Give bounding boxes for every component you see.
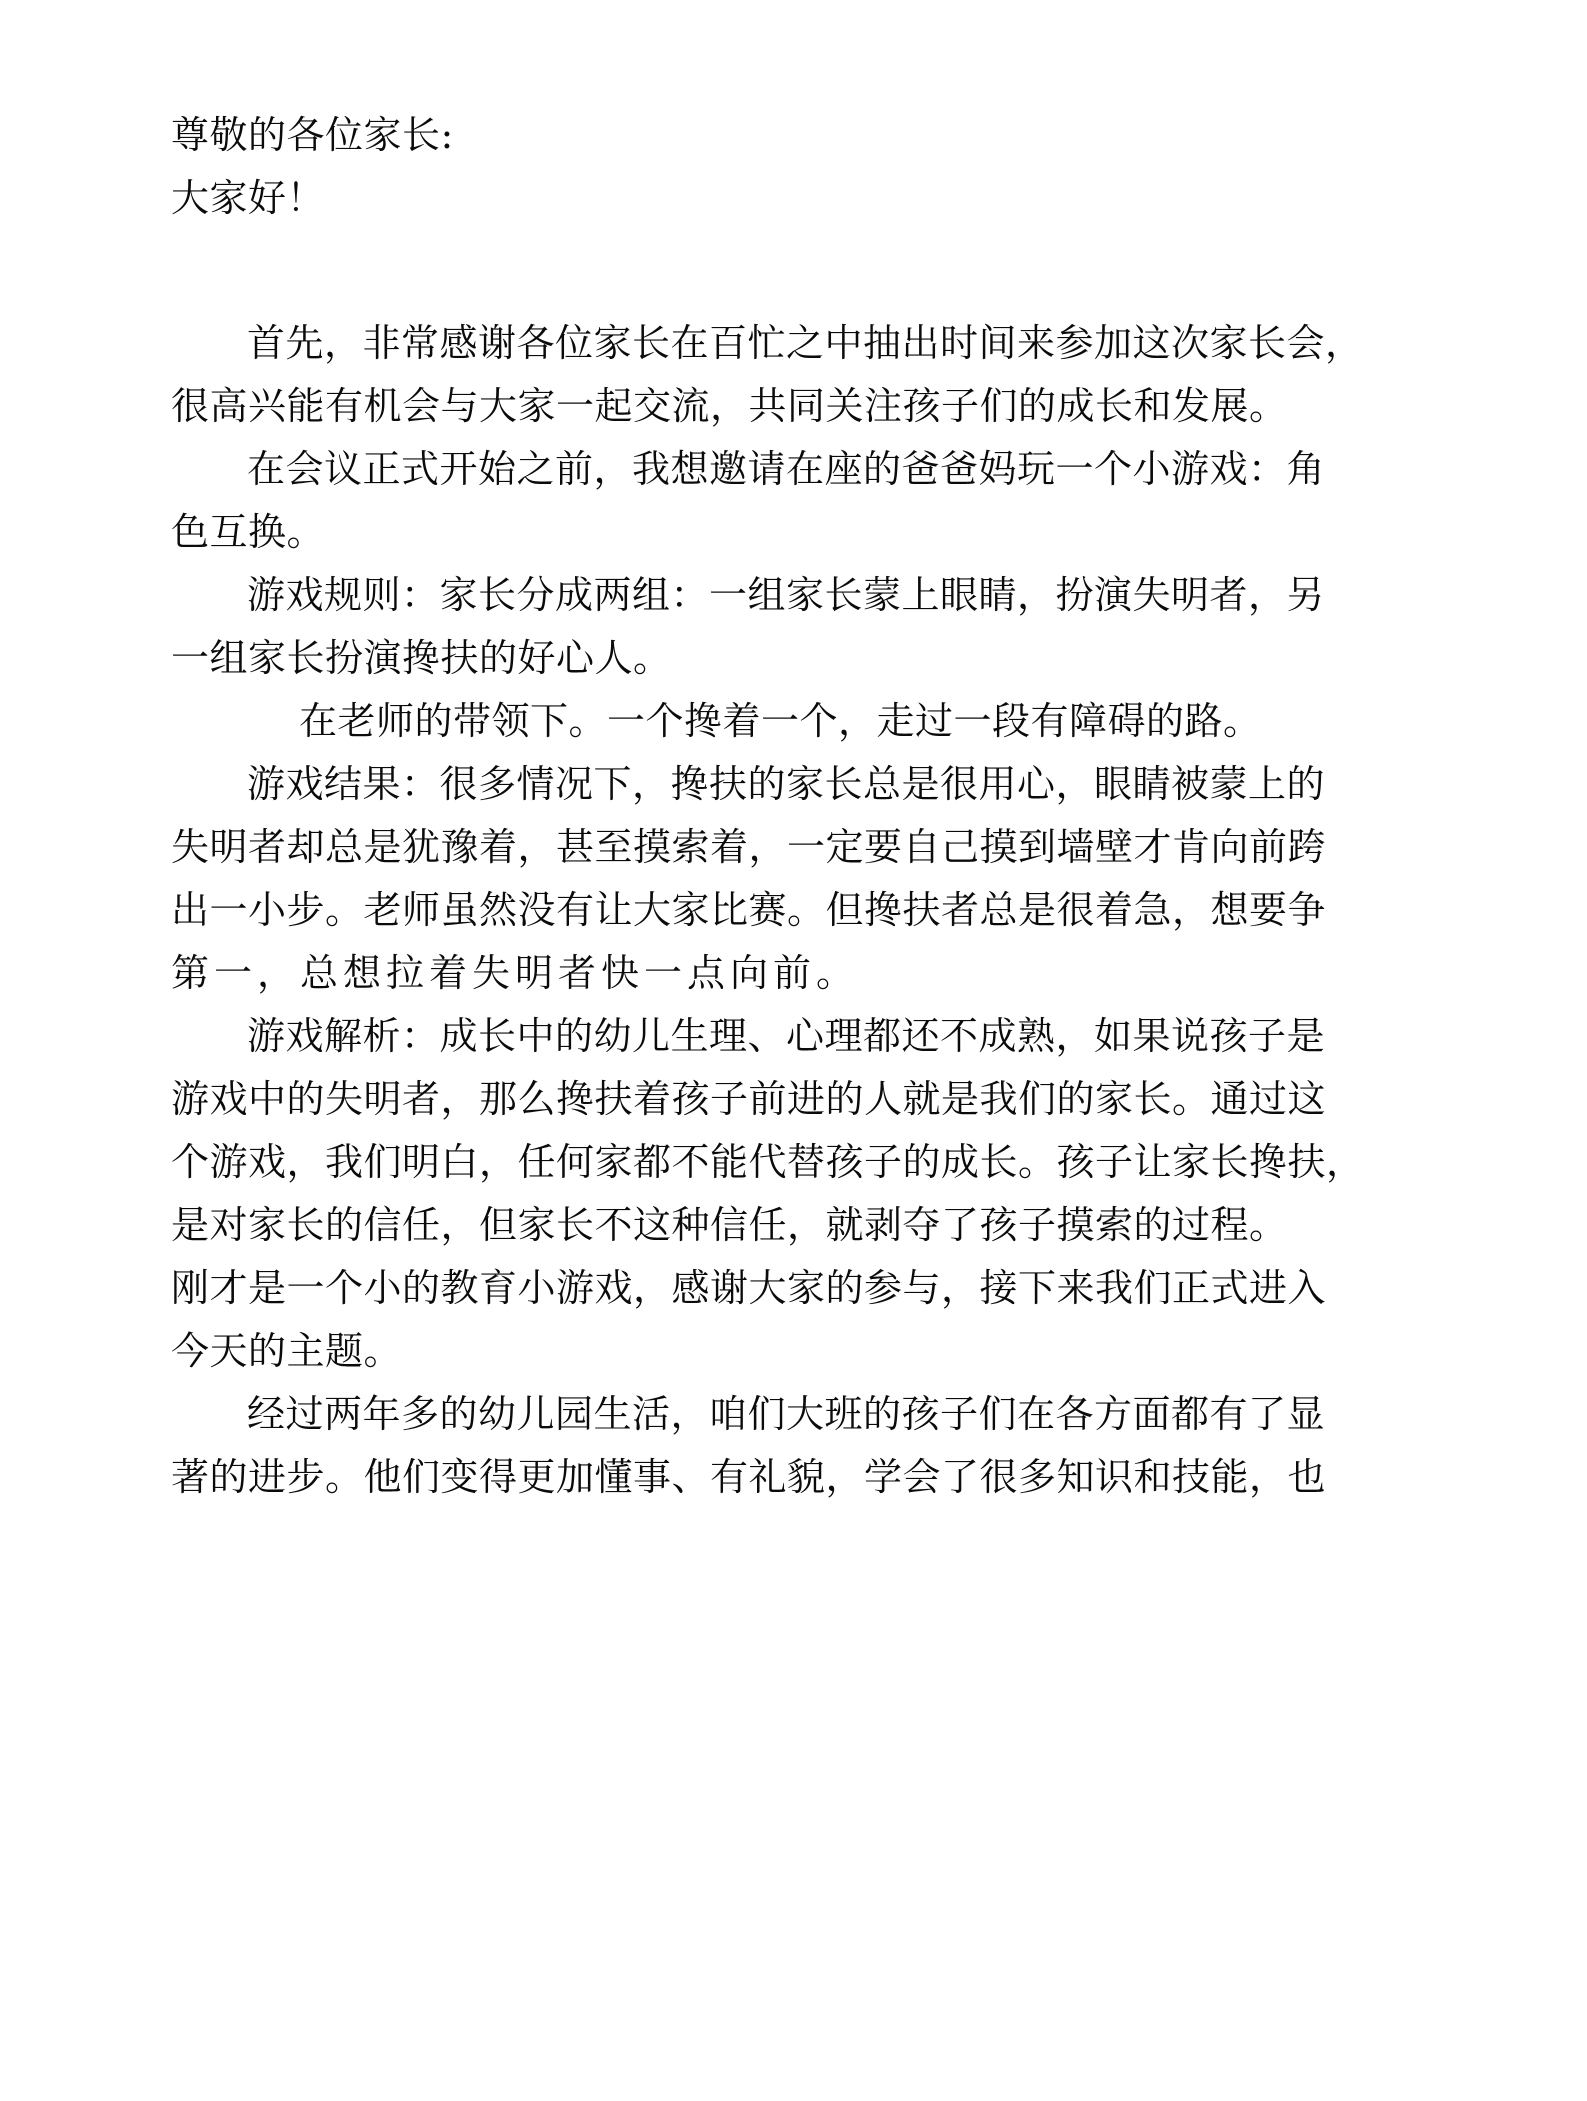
paragraph-line: 个游戏，我们明白，任何家都不能代替孩子的成长。孩子让家长搀扶， (171, 1140, 1365, 1184)
paragraph-line: 一组家长扮演搀扶的好心人。 (171, 636, 672, 680)
paragraph-line: 色互换。 (171, 510, 326, 554)
paragraph-teacher-leads (171, 690, 1367, 753)
spacer-after-salutation (171, 230, 1367, 312)
paragraph-line: 失明者却总是犹豫着，甚至摸索着，一定要自己摸到墙壁才肯向前跨 (171, 825, 1327, 869)
salutation-line-2: 大家好！ (171, 176, 326, 220)
paragraph-line: 经过两年多的幼儿园生活，咱们大班的孩子们在各方面都有了显 (247, 1392, 1326, 1436)
paragraph-line: 首先，非常感谢各位家长在百忙之中抽出时间来参加这次家长会， (247, 321, 1364, 365)
paragraph-line: 著的进步。他们变得更加懂事、有礼貌，学会了很多知识和技能，也 (171, 1455, 1327, 1499)
paragraph-line: 游戏解析：成长中的幼儿生理、心理都还不成熟，如果说孩子是 (247, 1014, 1326, 1058)
paragraph-line: 在会议正式开始之前，我想邀请在座的爸爸妈玩一个小游戏：角 (247, 447, 1326, 491)
paragraph-thanks (171, 312, 1367, 438)
salutation-line-1: 尊敬的各位家长: (171, 113, 454, 157)
document-body (171, 104, 1367, 1509)
paragraph-line: 今天的主题。 (171, 1329, 403, 1373)
paragraph-line: 刚才是一个小的教育小游戏，感谢大家的参与，接下来我们正式进入 (171, 1266, 1327, 1310)
paragraph-line: 在老师的带领下。一个搀着一个，走过一段有障碍的路。 (299, 699, 1262, 743)
paragraph-line: 出一小步。老师虽然没有让大家比赛。但搀扶者总是很着急，想要争 (171, 888, 1327, 932)
paragraph-game-analysis (171, 1005, 1367, 1383)
paragraph-progress (171, 1383, 1367, 1509)
paragraph-line: 游戏中的失明者，那么搀扶着孩子前进的人就是我们的家长。通过这 (171, 1077, 1327, 1121)
paragraph-before-meeting (171, 438, 1367, 564)
paragraph-line: 游戏规则：家长分成两组：一组家长蒙上眼睛，扮演失明者，另 (247, 573, 1326, 617)
paragraph-game-result (171, 753, 1367, 1005)
paragraph-line: 第一，总想拉着失明者快一点向前。 (171, 951, 860, 995)
paragraph-line: 游戏结果：很多情况下，搀扶的家长总是很用心，眼睛被蒙上的 (247, 762, 1326, 806)
paragraph-game-rules (171, 564, 1367, 690)
paragraph-line: 很高兴能有机会与大家一起交流，共同关注孩子们的成长和发展。 (171, 384, 1288, 428)
paragraph-line: 是对家长的信任，但家长不这种信任，就剥夺了孩子摸索的过程。 (171, 1203, 1288, 1247)
